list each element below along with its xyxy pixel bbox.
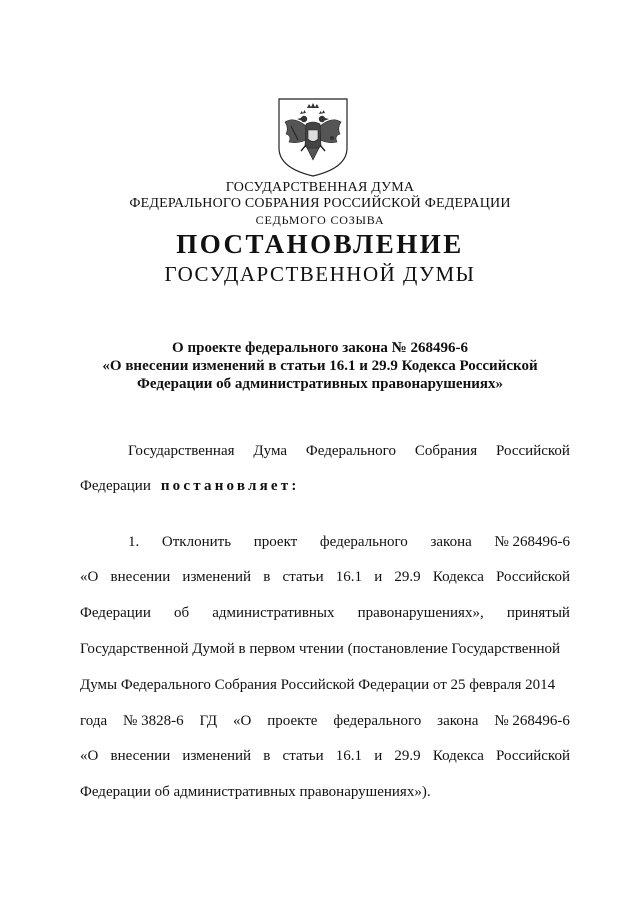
word: проекте bbox=[267, 713, 318, 729]
word: административных bbox=[212, 605, 335, 621]
item1-row-2 bbox=[80, 569, 570, 586]
preamble-word: Собрания bbox=[414, 443, 478, 459]
word: 1. bbox=[128, 534, 140, 550]
subject-line-1: О проекте федерального закона № 268496-6 bbox=[172, 340, 468, 356]
word: 29.9 bbox=[394, 748, 421, 764]
header-line-3: СЕДЬМОГО СОЗЫВА bbox=[255, 213, 385, 227]
word: об bbox=[173, 605, 190, 621]
word: в bbox=[263, 569, 271, 585]
item1-row-4: Государственной Думой в первом чтении (постановление Государственной bbox=[80, 641, 561, 657]
word: правонарушениях», bbox=[357, 605, 484, 621]
subject-line-3: Федерации об административных правонарушениях» bbox=[137, 376, 503, 392]
word: Российской bbox=[496, 748, 570, 764]
item1-row-3 bbox=[80, 605, 570, 622]
header-line-2: ФЕДЕРАЛЬНОГО СОБРАНИЯ РОССИЙСКОЙ ФЕДЕРАЦИИ bbox=[129, 196, 511, 211]
word: «О bbox=[80, 748, 99, 764]
word: года bbox=[80, 713, 108, 729]
word: статьи bbox=[282, 748, 324, 764]
subject-line-2: «О внесении изменений в статьи 16.1 и 29.9 Кодекса Российской bbox=[102, 358, 538, 374]
word: закона bbox=[437, 713, 479, 729]
word: федерального bbox=[319, 534, 408, 550]
item1-row-7 bbox=[80, 748, 570, 765]
header-line-1: ГОСУДАРСТВЕННАЯ ДУМА bbox=[225, 180, 415, 195]
preamble-word: Дума bbox=[253, 443, 288, 459]
word: ГД bbox=[199, 713, 218, 729]
word: статьи bbox=[282, 569, 324, 585]
word: внесении bbox=[110, 748, 171, 764]
word: «О bbox=[233, 713, 252, 729]
document-subtitle: ГОСУДАРСТВЕННОЙ ДУМЫ bbox=[164, 262, 476, 286]
word: № 3828-6 bbox=[123, 713, 184, 729]
word: в bbox=[263, 748, 271, 764]
word: принятый bbox=[506, 605, 570, 621]
preamble-line-2 bbox=[80, 478, 570, 495]
word: Федерации bbox=[80, 605, 151, 621]
document-title: ПОСТАНОВЛЕНИЕ bbox=[176, 229, 464, 259]
decree-word: постановляет: bbox=[160, 478, 300, 494]
word: изменений bbox=[182, 748, 252, 764]
word: Российской bbox=[496, 569, 570, 585]
word: Отклонить bbox=[161, 534, 232, 550]
word: проект bbox=[253, 534, 298, 550]
word: изменений bbox=[182, 569, 252, 585]
coat-of-arms-emblem bbox=[276, 96, 350, 178]
item1-row-1 bbox=[128, 534, 570, 551]
word: «О bbox=[80, 569, 99, 585]
item1-row-5: Думы Федерального Собрания Российской Федерации от 25 февраля 2014 bbox=[80, 677, 556, 693]
word: № 268496-6 bbox=[494, 534, 570, 550]
word: и bbox=[374, 748, 383, 764]
word: внесении bbox=[110, 569, 171, 585]
item1-row-6 bbox=[80, 713, 570, 730]
word: № 268496-6 bbox=[494, 713, 570, 729]
preamble-federation: Федерации bbox=[80, 478, 151, 494]
preamble-word: Государственная bbox=[128, 443, 235, 459]
item1-row-8: Федерации об административных правонарушениях»). bbox=[80, 784, 431, 800]
preamble-word: Российской bbox=[496, 443, 570, 459]
word: 16.1 bbox=[335, 569, 363, 585]
word: 29.9 bbox=[394, 569, 421, 585]
word: Кодекса bbox=[432, 569, 484, 585]
word: 16.1 bbox=[335, 748, 363, 764]
word: Кодекса bbox=[432, 748, 484, 764]
preamble-word: Федерального bbox=[305, 443, 396, 459]
word: федерального bbox=[333, 713, 422, 729]
word: закона bbox=[430, 534, 472, 550]
word: и bbox=[374, 569, 383, 585]
preamble-line-1 bbox=[128, 443, 570, 460]
